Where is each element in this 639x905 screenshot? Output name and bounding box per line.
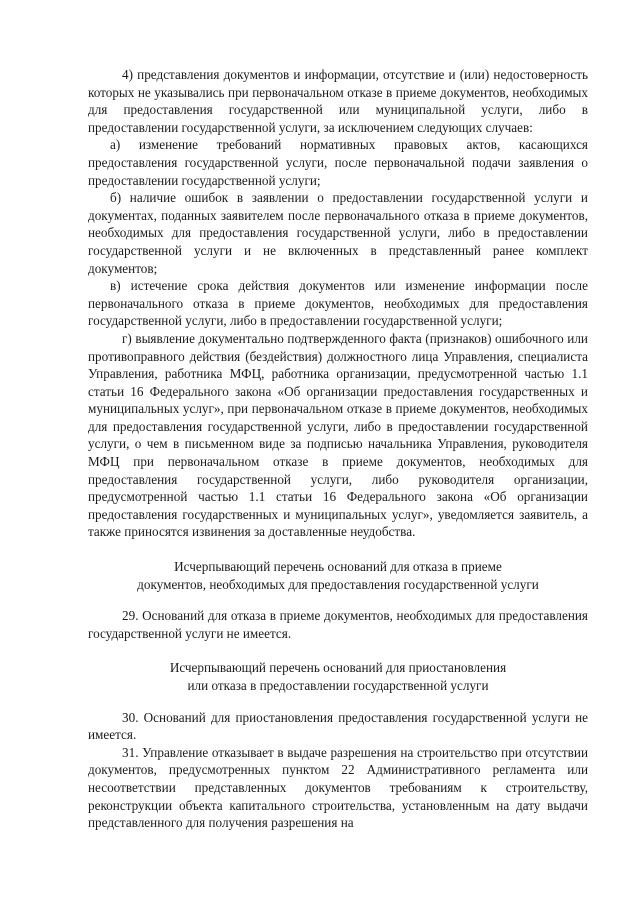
paragraph-29: 29. Оснований для отказа в приеме документов, необходимых для предоставления государственной услуги не имеется. — [88, 608, 588, 641]
spacer — [88, 593, 588, 607]
paragraph-31: 31. Управление отказывает в выдаче разрешения на строительство при отсутствии документов, предусмотренных пунктом 22 Административного регламента или несоответствии представленных документов требованиям к строительству, реконструкции объекта капитального строительства, установленным на дату выдачи представленного для получения разрешения на — [88, 744, 588, 831]
paragraph-sub-b: б) наличие ошибок в заявлении о предоставлении государственной услуги и документах, поданных заявителем после первоначального отказа в приеме документов, необходимых для предоставления государственной услуги, либо в предоставлении государственной услуги и не включенных в представленный ранее комплект документов; — [88, 190, 588, 276]
paragraph-sub-a: а) изменение требований нормативных правовых актов, касающихся предоставления государственной услуги, после первоначальной подачи заявления о предоставлении государственной услуги; — [88, 137, 588, 188]
section-heading-suspension-line2: или отказа в предоставлении государственной услуги — [187, 678, 489, 693]
section-heading-refusal-line1: Исчерпывающий перечень оснований для отказа в приеме — [174, 559, 502, 575]
section-heading-suspension-line1: Исчерпывающий перечень оснований для приостановления — [169, 660, 507, 676]
document-page — [88, 66, 588, 832]
spacer — [88, 642, 588, 659]
spacer — [88, 695, 588, 709]
paragraph-30: 30. Оснований для приостановления предоставления государственной услуги не имеется. — [88, 709, 588, 743]
spacer — [88, 541, 588, 558]
section-heading-refusal-line2: документов, необходимых для предоставления государственной услуги — [137, 576, 539, 592]
paragraph-item-4: 4) представления документов и информации, отсутствие и (или) недостоверность которых не указывались при первоначальном отказе в приеме документов, необходимых для предоставления государственной или муниципальной услуги, либо в предоставлении государственной услуги, за исключением следующих случаев: — [88, 67, 588, 135]
paragraph-sub-g: г) выявление документально подтвержденного факта (признаков) ошибочного или противоправного действия (бездействия) должностного лица Управления, специалиста Управления, работника МФЦ, работника организации, предусмотренной частью 1.1 статьи 16 Федерального закона «Об организации предоставления государственных и муниципальных услуг», при первоначальном отказе в приеме документов, необходимых для предоставления государственной услуги, либо в предоставлении государственной услуги, о чем в письменном виде за подписью начальника Управления, руководителя МФЦ при первоначальном отказе в приеме документов, необходимых для предоставления государственной услуги, либо руководителя организации, предусмотренной частью 1.1 статьи 16 Федерального закона «Об организации предоставления государственных и муниципальных услуг», уведомляется заявитель, а также приносятся извинения за доставленные неудобства. — [88, 330, 588, 540]
paragraph-sub-v: в) истечение срока действия документов или изменение информации после первоначального отказа в приеме документов, необходимых для предоставления государственной услуги, либо в предоставлении государственной услуги; — [88, 278, 588, 329]
